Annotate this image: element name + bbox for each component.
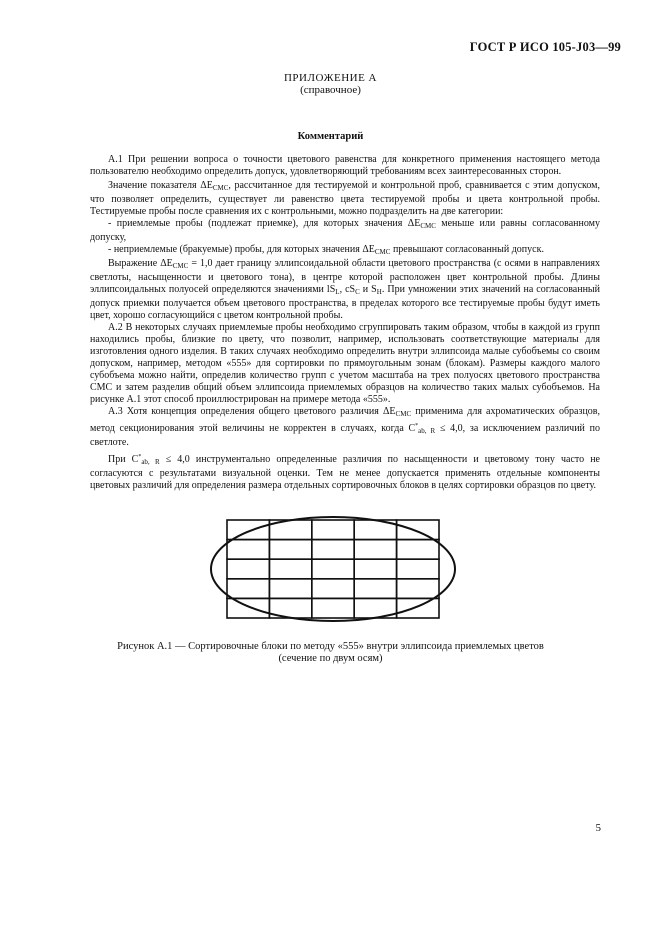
appendix-heading — [0, 72, 661, 96]
sorting-block — [354, 559, 396, 579]
section-title: Комментарий — [297, 131, 364, 142]
standard-code-header: ГОСТ Р ИСО 105-J03—99 — [469, 40, 621, 54]
sorting-block — [227, 598, 269, 618]
appendix-subtitle: (справочное) — [300, 84, 361, 96]
paragraph-expression: Выражение $\Delta E_{CMC} = 1,0$ дает границу эллипсоидальной области цветового пространства (с осями в направлениях светлоты, насыщенности и цветового тона), в центре которой расположен цвет контрольной пробы. Длины эллипсоидальных полуосей определяются значениями $lS_L$, $cS_C$ и $S_H$. При умножении этих значений на согласованный допуск приемки получается объем цветового пространства, в пределах которого все тестируемые пробы будут иметь цвет, хорошо согласующийся с цветом контрольной пробы. — [90, 258, 601, 321]
sorting-block — [227, 579, 269, 599]
appendix-title: ПРИЛОЖЕНИЕ А — [283, 72, 377, 84]
sorting-block — [397, 559, 439, 579]
sorting-block — [227, 540, 269, 560]
sorting-block — [397, 520, 439, 540]
list-item-acceptable: - приемлемые пробы (подлежат приемке), для которых значения $\Delta E_{CMC}$ меньше или равны согласованному допуску, — [90, 218, 600, 243]
paragraph-a2: А.2 В некоторых случаях приемлемые пробы необходимо сгруппировать таким образом, чтобы в каждой из групп находились пробы, близкие по цвету, что позволит, например, использовать соответствующие материалы для изготовления одного изделия. В таких случаях необходимо определить внутри эллипсоида малые субобъемы со своим допуском, например, методом «555» для сортировки по прямоугольным зонам (блокам). Размеры каждого малого субобъема можно найти, определив количество групп с учетом масштаба на трех полуосях цветового пространства СМС и затем разделив общий объем эллипсоида приемлемых образцов на количество таких малых субобъемов. На рисунке А.1 этот способ проиллюстрирован на примере метода «555». — [90, 322, 600, 405]
sorting-block — [312, 559, 354, 579]
sorting-block — [397, 579, 439, 599]
body-text — [90, 154, 600, 492]
sorting-block — [269, 559, 311, 579]
sorting-block — [312, 598, 354, 618]
sorting-block — [269, 540, 311, 560]
paragraph-a1: А.1 При решении вопроса о точности цветового равенства для конкретного применения настоящего метода пользователю необходимо определить допуск, удовлетворяющий требованиям всех заинтересованных сторон. — [90, 154, 600, 177]
sorting-block — [397, 540, 439, 560]
sorting-block — [227, 520, 269, 540]
sorting-block — [354, 540, 396, 560]
figure-caption — [0, 641, 661, 665]
sorting-block — [312, 579, 354, 599]
sorting-block — [269, 579, 311, 599]
acceptance-ellipse — [211, 517, 455, 621]
sorting-block — [397, 598, 439, 618]
list-item-rejected: - неприемлемые (бракуемые) пробы, для которых значения $\Delta E_{CMC}$ превышают согласованный допуск. — [108, 244, 544, 256]
sorting-block — [354, 579, 396, 599]
page-number: 5 — [595, 822, 601, 834]
figure-caption-subtitle: (сечение по двум осям) — [278, 653, 383, 664]
sorting-block — [227, 559, 269, 579]
paragraph-value: Значение показателя $\Delta E_{CMC}$, рассчитанное для тестируемой и контрольной проб, сравнивается с этим допуском, что позволяет определить, существует ли равенство цвета тестируемой пробы и цвета контрольной пробы. Тестируемые пробы после сравнения их с контрольными, можно подразделить на две категории: — [90, 180, 601, 217]
sorting-blocks-figure — [209, 514, 459, 624]
sorting-block — [312, 520, 354, 540]
paragraph-a3: А.3 Хотя концепция определения общего цветового различия $\Delta E_{CMC}$ применима для ахроматических образцов, метод секционирования этой величины не корректен в случаях, когда $C^*_{ab, R} \le 4,0$, за исключением различий по светлоте. — [90, 406, 601, 448]
sorting-block — [312, 540, 354, 560]
figure-caption-title: Рисунок А.1 — Сортировочные блоки по методу «555» внутри эллипсоида приемлемых цветов — [117, 641, 544, 652]
paragraph-c-ab: При $C^*_{ab, R} \le 4,0$ инструментально определенные различия по насыщенности и цветовому тону часто не согласуются с результатами визуальной оценки. Тем не менее допускается применять отдельные компоненты цветовых различий для определения размера отдельных сортировочных блоков в целях сортировки образцов по цвету. — [90, 454, 600, 491]
